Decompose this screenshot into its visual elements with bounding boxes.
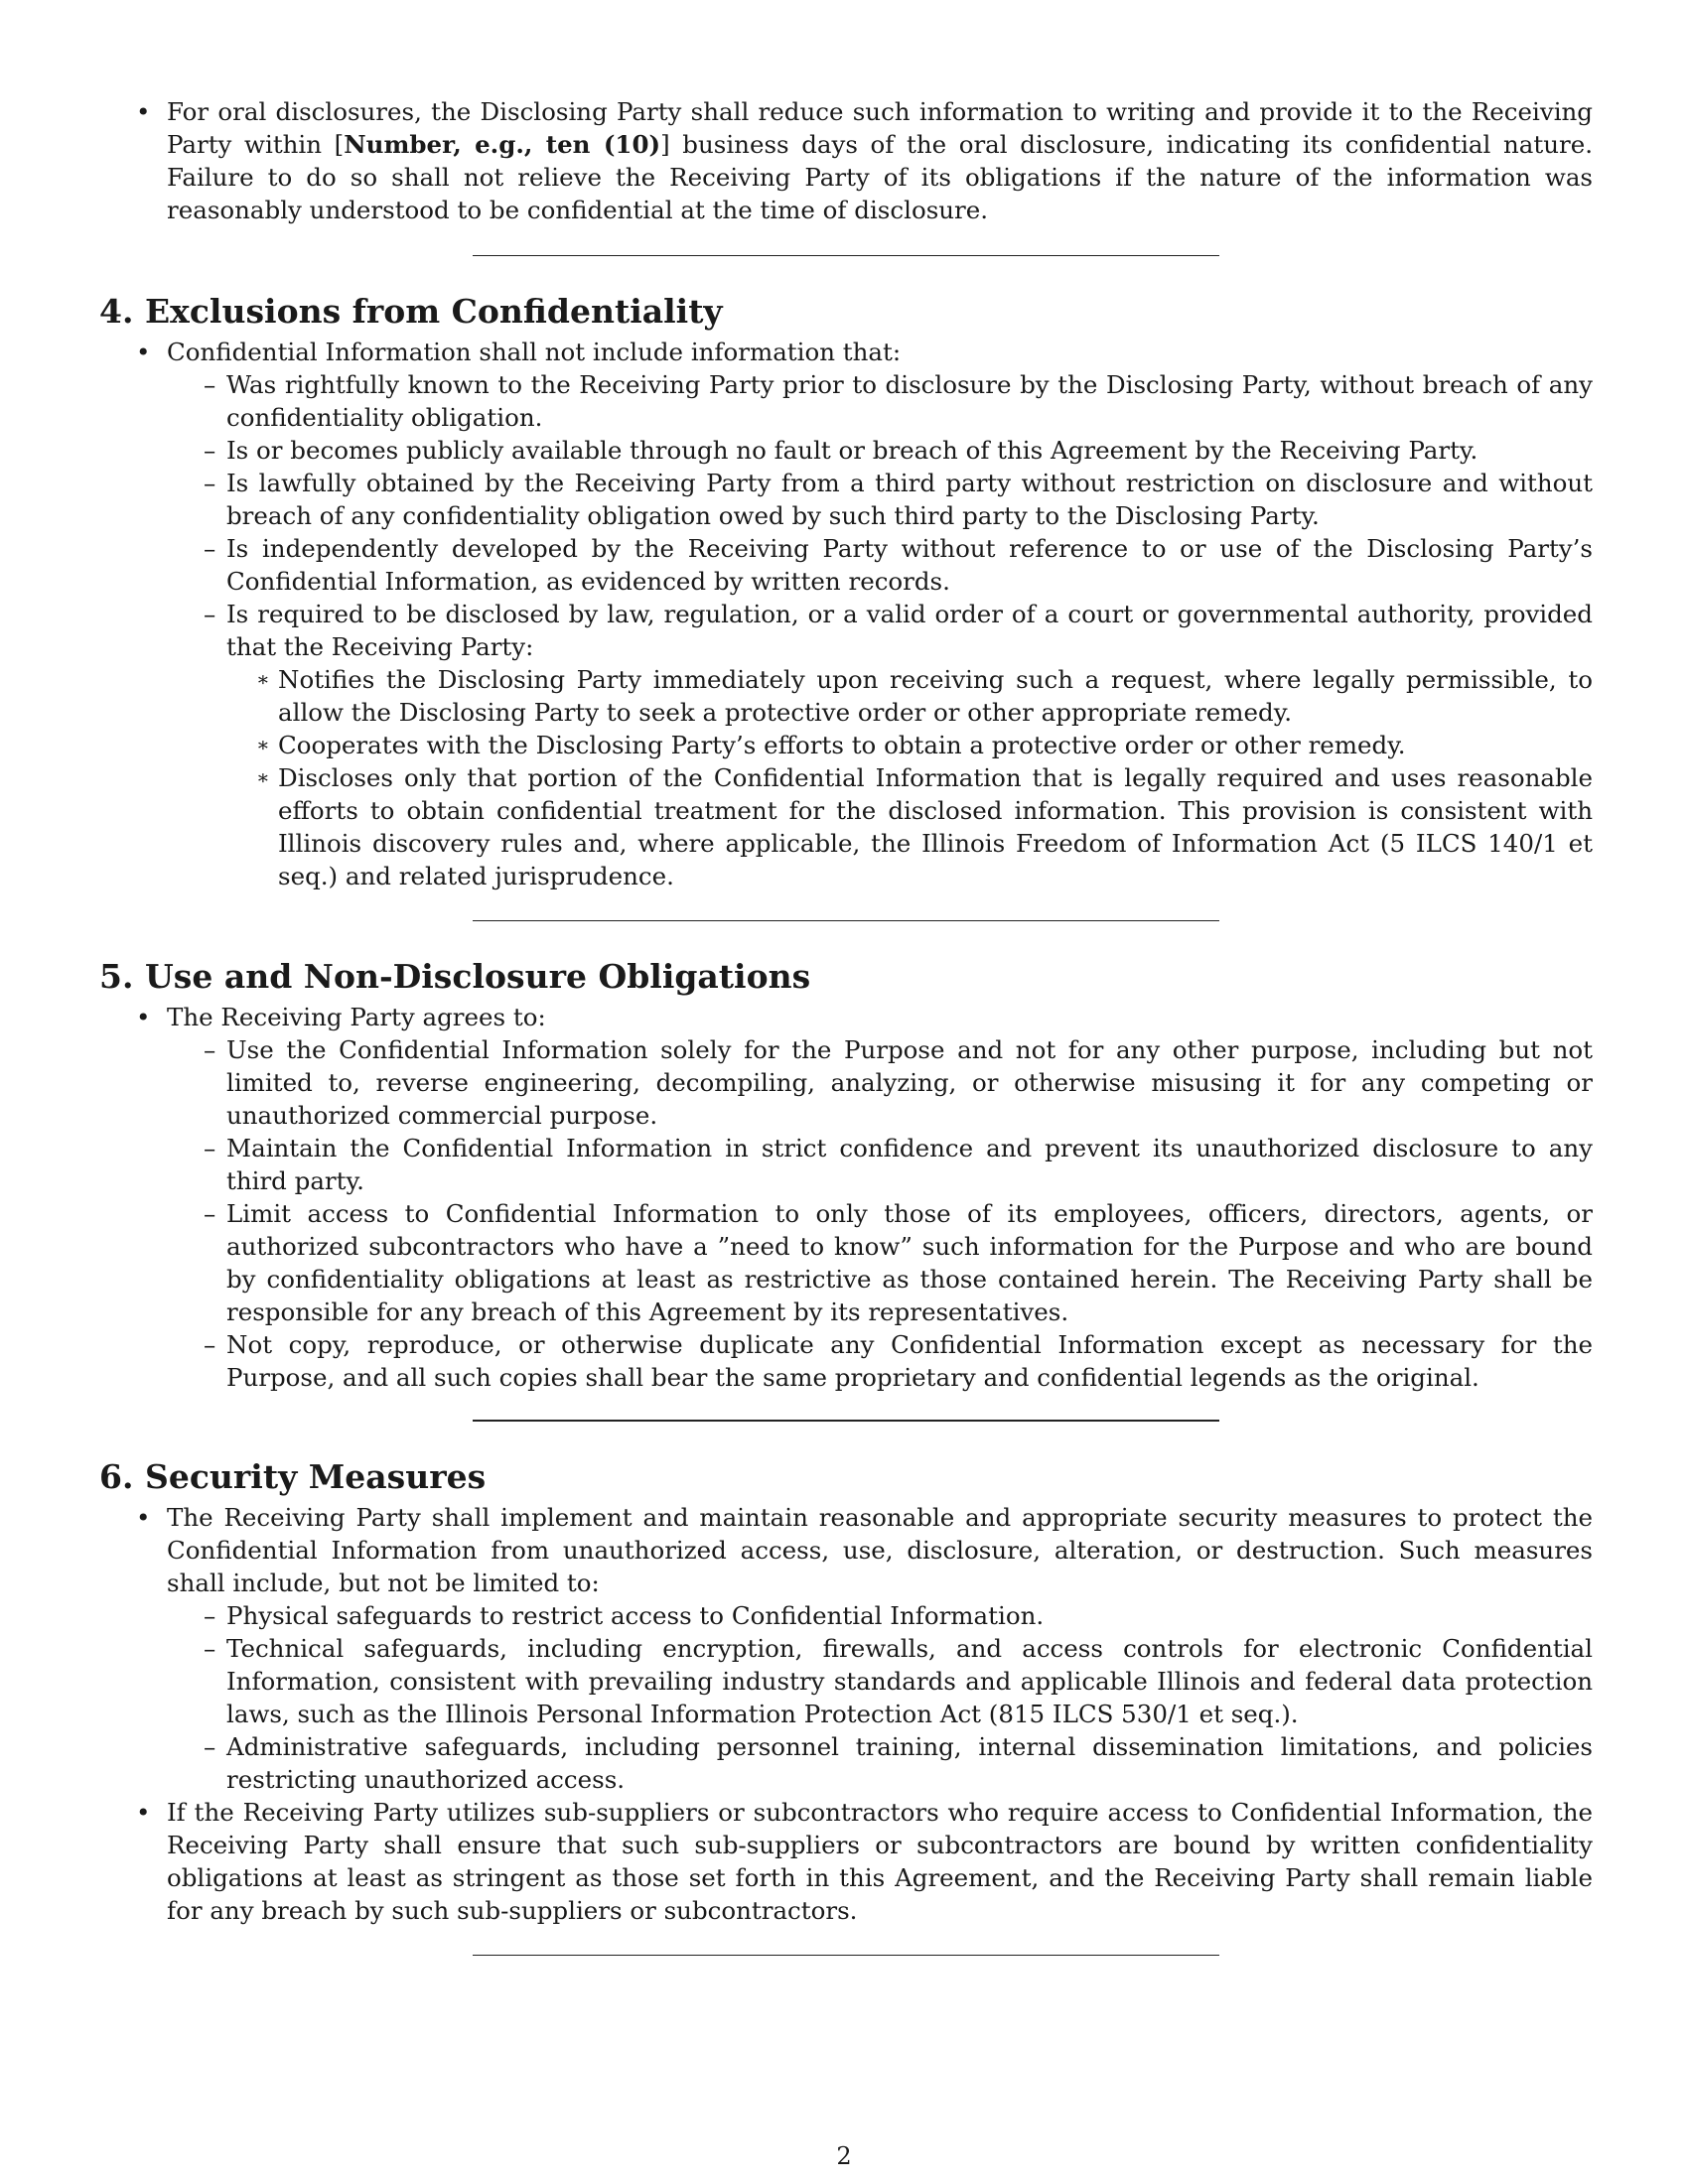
list-item: ∗ Discloses only that portion of the Confidential Information that is legally required and uses reasonable efforts to obtain confidential treatment for the disclosed information. This provision is consistent with Illinois discovery rules and, where applicable, the Illinois Freedom of Information Act (5 ILCS 140/1 et seq.) and related jurisprudence. xyxy=(226,761,1593,892)
section-divider xyxy=(473,1955,1219,1956)
section-6-list xyxy=(99,1501,1593,1927)
list-item: – Was rightfully known to the Receiving Party prior to disclosure by the Disclosing Party, without breach of any confidentiality obligation. xyxy=(167,368,1593,434)
exclusions-list xyxy=(99,368,1593,892)
list-item: – Is required to be disclosed by law, regulation, or a valid order of a court or governmental authority, provided that the Receiving Party: ∗ Notifies the Disclosing Party immediately upon receiving such a request, where legally permissible, to allow the Disclosing Party to seek a protective order or other appropriate remedy. ∗ Cooperates with the Disclosing Party’s efforts to obtain a protective order or other remedy. ∗ Discloses only that portion of the Confidential Information that is legally required and uses reasonable efforts to obtain confidential treatment for the disclosed information. This provision is consistent with Illinois discovery rules and, where applicable, the Illinois Freedom of Information Act (5 ILCS 140/1 et seq.) and related jurisprudence. xyxy=(167,598,1593,892)
list-item: • Confidential Information shall not include information that: – Was rightfully known to the Receiving Party prior to disclosure by the Disclosing Party, without breach of any confidentiality obligation. – Is or becomes publicly available through no fault or breach of this Agreement by the Receiving Party. – Is lawfully obtained by the Receiving Party from a third party without restriction on disclosure and without breach of any confidentiality obligation owed by such third party to the Disclosing Party. – Is independently developed by the Receiving Party without reference to or use of the Disclosing Party’s Confidential Information, as evidenced by written records. – Is required to be disclosed by law, regulation, or a valid order of a court or governmental authority, provided that the Receiving Party: ∗ Notifies the Disclosing Party immediately upon receiving such a request, where legally permissible, to allow the Disclosing Party to seek a protective order or other appropriate remedy. ∗ Cooperates with the Disclosing Party’s efforts to obtain a protective order or other remedy. ∗ Discloses only that portion of the Confidential Information that is legally required and uses reasonable efforts to obtain confidential treatment for the disclosed information. This provision is consistent with Illinois discovery rules and, where applicable, the Illinois Freedom of Information Act (5 ILCS 140/1 et seq.) and related jurisprudence. xyxy=(99,336,1593,892)
list-item: – Administrative safeguards, including personnel training, internal dissemination limitations, and policies restricting unauthorized access. xyxy=(167,1730,1593,1796)
oral-disclosure-bullet: • For oral disclosures, the Disclosing Party shall reduce such information to writing and provide it to the Receiving Party within [Number, e.g., ten (10)] business days of the oral disclosure, indicating its confidential nature. Failure to do so shall not relieve the Receiving Party of its obligations if the nature of the information was reasonably understood to be confidential at the time of disclosure. xyxy=(99,95,1593,226)
list-item: • If the Receiving Party utilizes sub-suppliers or subcontractors who require access to Confidential Information, the Receiving Party shall ensure that such sub-suppliers or subcontractors are bound by written confidentiality obligations at least as stringent as those set forth in this Agreement, and the Receiving Party shall remain liable for any breach by such sub-suppliers or subcontractors. xyxy=(99,1796,1593,1927)
document-page xyxy=(99,95,1593,1956)
obligations-list xyxy=(99,1033,1593,1394)
placeholder-number: Number, e.g., ten (10) xyxy=(344,130,661,159)
section-4-list xyxy=(99,336,1593,892)
section-divider xyxy=(473,920,1219,921)
list-item: ∗ Notifies the Disclosing Party immediately upon receiving such a request, where legally permissible, to allow the Disclosing Party to seek a protective order or other appropriate remedy. xyxy=(226,663,1593,729)
list-item: – Is or becomes publicly available through no fault or breach of this Agreement by the Receiving Party. xyxy=(167,434,1593,467)
list-item: • The Receiving Party shall implement and maintain reasonable and appropriate security measures to protect the Confidential Information from unauthorized access, use, disclosure, alteration, or destruction. Such measures shall include, but not be limited to: – Physical safeguards to restrict access to Confidential Information. – Technical safeguards, including encryption, firewalls, and access controls for electronic Confidential Information, consistent with prevailing industry standards and applicable Illinois and federal data protection laws, such as the Illinois Personal Information Protection Act (815 ILCS 530/1 et seq.). – Administrative safeguards, including personnel training, internal dissemination limitations, and policies restricting unauthorized access. xyxy=(99,1501,1593,1796)
list-item: – Use the Confidential Information solely for the Purpose and not for any other purpose, including but not limited to, reverse engineering, decompiling, analyzing, or otherwise misusing it for any competing or unauthorized commercial purpose. xyxy=(167,1033,1593,1132)
list-item: • The Receiving Party agrees to: – Use the Confidential Information solely for the Purpose and not for any other purpose, including but not limited to, reverse engineering, decompiling, analyzing, or otherwise misusing it for any competing or unauthorized commercial purpose. – Maintain the Confidential Information in strict confidence and prevent its unauthorized disclosure to any third party. – Limit access to Confidential Information to only those of its employees, officers, directors, agents, or authorized subcontractors who have a ”need to know” such information for the Purpose and who are bound by confidentiality obligations at least as restrictive as those contained herein. The Receiving Party shall be responsible for any breach of this Agreement by its representatives. – Not copy, reproduce, or otherwise duplicate any Confidential Information except as necessary for the Purpose, and all such copies shall bear the same proprietary and confidential legends as the original. xyxy=(99,1001,1593,1394)
safeguards-list xyxy=(99,1599,1593,1796)
list-item: – Not copy, reproduce, or otherwise duplicate any Confidential Information except as necessary for the Purpose, and all such copies shall bear the same proprietary and confidential legends as the original. xyxy=(167,1328,1593,1394)
section-5-heading: 5. Use and Non-Disclosure Obligations xyxy=(99,957,811,996)
list-item: – Maintain the Confidential Information in strict confidence and prevent its unauthorized disclosure to any third party. xyxy=(167,1132,1593,1197)
intro-list xyxy=(99,95,1593,226)
legal-disclosure-conditions xyxy=(167,663,1593,892)
section-5-list xyxy=(99,1001,1593,1394)
list-item: – Technical safeguards, including encryption, firewalls, and access controls for electronic Confidential Information, consistent with prevailing industry standards and applicable Illinois and federal data protection laws, such as the Illinois Personal Information Protection Act (815 ILCS 530/1 et seq.). xyxy=(167,1632,1593,1730)
list-item: – Is independently developed by the Receiving Party without reference to or use of the Disclosing Party’s Confidential Information, as evidenced by written records. xyxy=(167,532,1593,598)
list-item: – Is lawfully obtained by the Receiving Party from a third party without restriction on disclosure and without breach of any confidentiality obligation owed by such third party to the Disclosing Party. xyxy=(167,467,1593,532)
list-item: – Limit access to Confidential Information to only those of its employees, officers, directors, agents, or authorized subcontractors who have a ”need to know” such information for the Purpose and who are bound by confidentiality obligations at least as restrictive as those contained herein. The Receiving Party shall be responsible for any breach of this Agreement by its representatives. xyxy=(167,1197,1593,1328)
section-divider xyxy=(473,1420,1219,1422)
section-6-heading: 6. Security Measures xyxy=(99,1457,487,1496)
section-divider xyxy=(473,255,1219,256)
list-item: – Physical safeguards to restrict access to Confidential Information. xyxy=(167,1599,1593,1632)
section-4-heading: 4. Exclusions from Confidentiality xyxy=(99,292,723,331)
list-item: ∗ Cooperates with the Disclosing Party’s efforts to obtain a protective order or other remedy. xyxy=(226,729,1593,761)
page-number: 2 xyxy=(836,2142,852,2170)
